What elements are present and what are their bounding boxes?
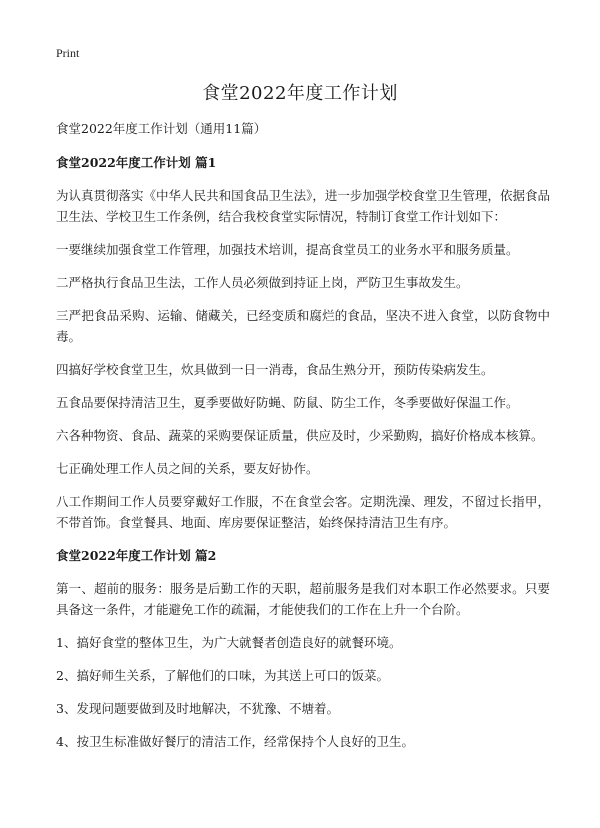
print-link[interactable]: Print (56, 46, 80, 60)
paragraph: 四搞好学校食堂卫生，炊具做到一日一消毒，食品生熟分开，预防传染病发生。 (56, 362, 494, 377)
paragraph: 五食品要保持清洁卫生，夏季要做好防蝇、防鼠、防尘工作，冬季要做好保温工作。 (56, 395, 519, 410)
paragraph: 二严格执行食品卫生法，工作人员必须做到持证上岗，严防卫生事故发生。 (56, 275, 469, 290)
paragraph: 八工作期间工作人员要穿戴好工作服，不在食堂会客。定期洗澡、理发，不留过长指甲，不带首饰。食堂餐具、地面、库房要保证整洁，始终保持清洁卫生有序。 (56, 494, 550, 530)
paragraph: 一要继续加强食堂工作管理，加强技术培训，提高食堂员工的业务水平和服务质量。 (56, 242, 519, 257)
paragraph: 第一、超前的服务：服务是后勤工作的天职，超前服务是我们对本职工作必然要求。只要具备这一条件，才能避免工作的疏漏，才能使我们的工作在上升一个台阶。 (56, 581, 550, 617)
document-subtitle: 食堂2022年度工作计划（通用11篇） (56, 121, 267, 136)
list-item: 2、搞好师生关系，了解他们的口味，为其送上可口的饭菜。 (56, 668, 389, 683)
paragraph: 六各种物资、食品、蔬菜的采购要保证质量，供应及时，少采勤购，搞好价格成本核算。 (56, 428, 544, 443)
paragraph: 为认真贯彻落实《中华人民共和国食品卫生法》，进一步加强学校食堂卫生管理，依据食品卫生法、学校卫生工作条例，结合我校食堂实际情况，特制订食堂工作计划如下： (56, 188, 550, 224)
section-heading: 食堂2022年度工作计划 篇2 (56, 548, 217, 563)
list-item: 4、按卫生标准做好餐厅的清洁工作，经常保持个人良好的卫生。 (56, 734, 414, 749)
document-title: 食堂2022年度工作计划 (202, 83, 398, 104)
paragraph: 三严把食品采购、运输、储藏关，已经变质和腐烂的食品，坚决不进入食堂，以防食物中毒。 (56, 308, 550, 344)
list-item: 3、发现问题要做到及时地解决，不犹豫、不塘着。 (56, 701, 339, 716)
section-heading: 食堂2022年度工作计划 篇1 (56, 155, 217, 170)
list-item: 1、搞好食堂的整体卫生，为广大就餐者创造良好的就餐环境。 (56, 635, 402, 650)
paragraph: 七正确处理工作人员之间的关系，要友好协作。 (56, 461, 319, 476)
document-body (56, 118, 550, 764)
